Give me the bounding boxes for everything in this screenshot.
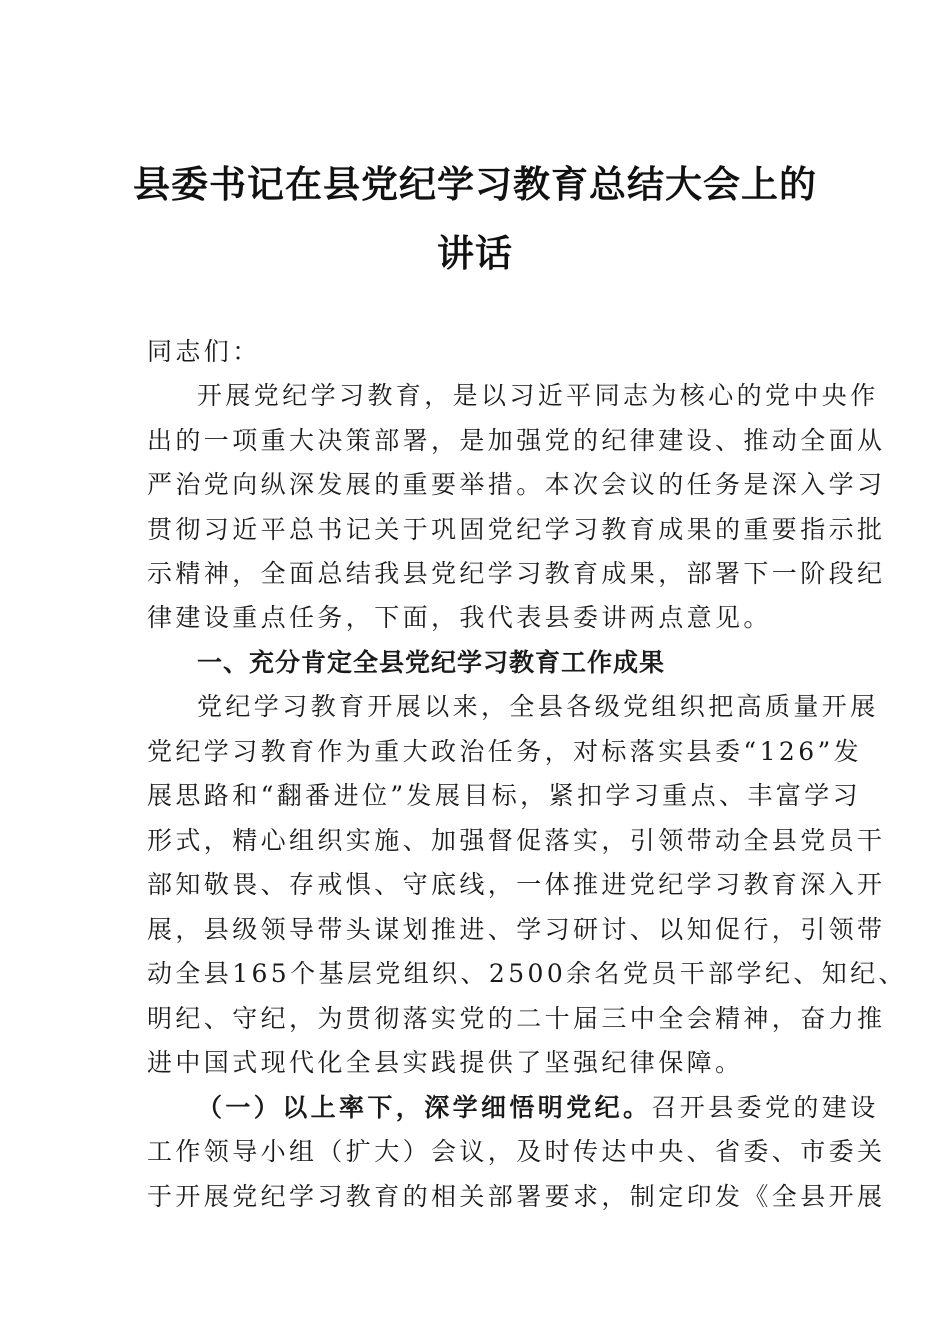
paragraph-line: 形式，精心组织实施、加强督促落实，引领带动全县党员干	[147, 826, 886, 855]
paragraph-line: 严治党向纵深发展的重要举措。本次会议的任务是深入学习	[147, 470, 886, 499]
paragraph-line: 工作领导小组（扩大）会议，及时传达中央、省委、市委关	[147, 1137, 886, 1166]
subsection-text: 召开县委党的建设	[651, 1093, 879, 1122]
paragraph-line: 展，县级领导带头谋划推进、学习研讨、以知促行，引领带	[147, 915, 886, 944]
paragraph-line: 于开展党纪学习教育的相关部署要求，制定印发《全县开展	[147, 1182, 886, 1211]
paragraph-line: 出的一项重大决策部署，是加强党的纪律建设、推动全面从	[147, 426, 886, 455]
section-heading: 一、充分肯定全县党纪学习教育工作成果	[197, 648, 666, 677]
paragraph-line: 进中国式现代化全县实践提供了坚强纪律保障。	[147, 1048, 744, 1077]
paragraph-line: 党纪学习教育作为重大政治任务，对标落实县委“126”发	[147, 737, 863, 766]
paragraph-line: 展思路和“翻番进位”发展目标，紧扣学习重点、丰富学习	[147, 781, 861, 810]
paragraph-line: 明纪、守纪，为贯彻落实党的二十届三中全会精神，奋力推	[147, 1004, 886, 1033]
subsection-line	[197, 1095, 877, 1120]
document-title-line-1: 县委书记在县党纪学习教育总结大会上的	[133, 162, 817, 206]
paragraph-line: 党纪学习教育开展以来，全县各级党组织把高质量开展	[197, 692, 879, 721]
paragraph-line: 部知敬畏、存戒惧、守底线，一体推进党纪学习教育深入开	[147, 870, 886, 899]
paragraph-line: 示精神，全面总结我县党纪学习教育成果，部署下一阶段纪	[147, 559, 886, 588]
greeting: 同志们：	[147, 337, 261, 366]
paragraph-line: 动全县165个基层党组织、2500余名党员干部学纪、知纪、	[147, 959, 907, 988]
subsection-heading: （一）以上率下，深学细悟明党纪。	[197, 1093, 652, 1122]
paragraph-line: 律建设重点任务，下面，我代表县委讲两点意见。	[147, 603, 772, 632]
paragraph-line: 贯彻习近平总书记关于巩固党纪学习教育成果的重要指示批	[147, 515, 886, 544]
document-title-line-2: 讲话	[437, 231, 513, 275]
paragraph-line: 开展党纪学习教育，是以习近平同志为核心的党中央作	[197, 381, 879, 410]
